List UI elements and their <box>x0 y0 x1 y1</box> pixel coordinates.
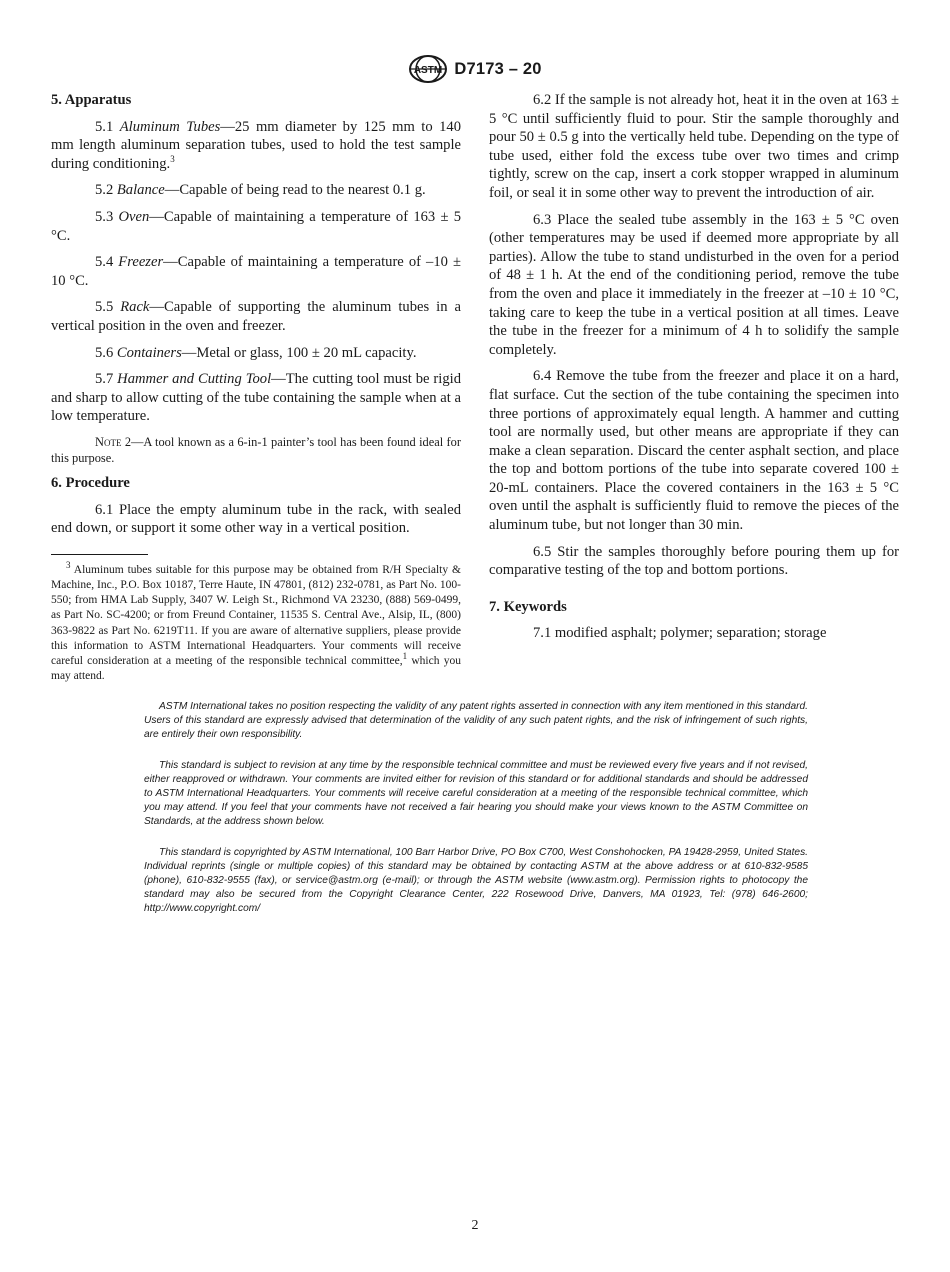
paragraph-6-3: 6.3 Place the sealed tube assembly in the 163 ± 5 °C oven (other temperatures may be used if deemed more appropriate by all parties). Allow the tube to stand undisturbed in the oven for a period of 48 ± 1 h. At the end of the conditioning period, remove the tube from the oven and place it immediately in the freezer at –10 ± 10 °C, taking care to keep the tube in a vertical position at all times. Leave the tube in the freezer for a minimum of 4 h to solidify the sample completely. <box>489 211 899 358</box>
paragraph-5-2: 5.2 Balance—Capable of being read to the nearest 0.1 g. <box>95 182 426 199</box>
page-header <box>0 54 950 84</box>
paragraph-5-3: 5.3 Oven—Capable of maintaining a temperature of 163 ± 5 °C. <box>51 208 461 244</box>
footnote-divider <box>51 554 148 555</box>
paragraph-5-6: 5.6 Containers—Metal or glass, 100 ± 20 mL capacity. <box>95 344 417 361</box>
note-2: Note 2—A tool known as a 6-in-1 painter’s tool has been found ideal for this purpose. <box>51 434 461 465</box>
paragraph-6-5: 6.5 Stir the samples thoroughly before pouring them up for comparative testing of the top and bottom portions. <box>489 543 899 579</box>
patent-notice: ASTM International takes no position respecting the validity of any patent rights asserted in connection with any item mentioned in this standard. Users of this standard are expressly advised that determination of the validity of any such patent rights, and the risk of infringement of such rights, are entirely their own responsibility. <box>144 701 808 740</box>
paragraph-5-7: 5.7 Hammer and Cutting Tool—The cutting tool must be rigid and sharp to allow cutting of the tube containing the sample when at a low temperature. <box>51 371 461 425</box>
section-6-heading: 6. Procedure <box>51 474 130 491</box>
paragraph-6-1: 6.1 Place the empty aluminum tube in the rack, with sealed end down, or support it some other way in a vertical position. <box>51 501 461 537</box>
paragraph-5-1: 5.1 Aluminum Tubes—25 mm diameter by 125 mm to 140 mm length aluminum separation tubes, used to hold the test sample during conditioning.$^3$ <box>51 118 462 172</box>
footnote-ref-3: 3 <box>170 153 175 164</box>
paragraph-7-1: 7.1 modified asphalt; polymer; separation; storage <box>533 625 827 642</box>
right-column <box>489 91 899 651</box>
svg-text:ASTM: ASTM <box>414 65 443 76</box>
legal-notice <box>144 700 808 933</box>
paragraph-6-2: 6.2 If the sample is not already hot, heat it in the oven at 163 ± 5 °C until sufficiently fluid to pour. Stir the sample thoroughly and pour 50 ± 0.5 g into the vertically held tube. Depending on the type of tube used, either fold the excess tube over two times and crimp tightly, screw on the cap, insert a cork stopper wrapped in aluminum foil, or seal it in some other way to prevent the introduction of air. <box>489 92 899 201</box>
revision-notice: This standard is subject to revision at any time by the responsible technical committee and must be reviewed every five years and if not revised, either reapproved or withdrawn. Your comments are invited either for revision of this standard or for additional standards and should be addressed to ASTM International Headquarters. Your comments will receive careful consideration at a meeting of the responsible technical committee, which you may attend. If you feel that your comments have not received a fair hearing you should make your views known to the ASTM Committee on Standards, at the address shown below. <box>144 760 808 827</box>
paragraph-5-4: 5.4 Freezer—Capable of maintaining a temperature of –10 ± 10 °C. <box>51 254 461 289</box>
astm-logo-icon <box>408 54 448 84</box>
section-7-heading: 7. Keywords <box>489 598 567 615</box>
left-column <box>51 91 461 684</box>
page-number: 2 <box>471 1218 479 1233</box>
paragraph-5-5: 5.5 Rack—Capable of supporting the aluminum tubes in a vertical position in the oven and freezer. <box>51 299 461 334</box>
copyright-notice: This standard is copyrighted by ASTM International, 100 Barr Harbor Drive, PO Box C700, West Conshohocken, PA 19428-2959, United States. Individual reprints (single or multiple copies) of this standard may be obtained by contacting ASTM at the above address or at 610-832-9585 (phone), 610-832-9555 (fax), or service@astm.org (e-mail); or through the ASTM website (www.astm.org). Permission rights to photocopy the standard may also be secured from the Copyright Clearance Center, 222 Rosewood Drive, Danvers, MA 01923, Tel: (978) 646-2600; http://www.copyright.com/ <box>144 847 808 914</box>
document-number: D7173 – 20 <box>454 59 542 78</box>
footnote-3: $^3$ Aluminum tubes suitable for this purpose may be obtained from R/H Specialty & Machine, Inc., P.O. Box 10187, Terre Haute, IN 47801, (812) 232-0781, as Part No. 100-550; from HMA Lab Supply, 3407 W. Leigh St., Richmond VA 23230, (888) 569-0499, as Part No. SC-4200; or from Freund Container, 11535 S. Central Ave., Alsip, IL, (800) 363-9822 as Part No. 6219T11. If you are aware of alternative suppliers, please provide this information to ASTM International Headquarters. Your comments will receive careful consideration at a meeting of the responsible technical committee,$^1$ which you may attend. <box>51 559 461 683</box>
section-5-heading: 5. Apparatus <box>51 92 132 108</box>
paragraph-6-4: 6.4 Remove the tube from the freezer and place it on a hard, flat surface. Cut the section of the tube containing the specimen into three portions of approximately equal length. A hammer and cutting tool are normally used, but other means are appropriate if they can make a clean separation. Discard the center asphalt section, and place the top and bottom portions of the tube into separate covered 100 ± 20-mL containers. Place the covered containers in the 163 ± 5 °C oven until the asphalt is sufficiently fluid to remove the pieces of the aluminum tube, but not longer than 30 min. <box>489 368 899 534</box>
